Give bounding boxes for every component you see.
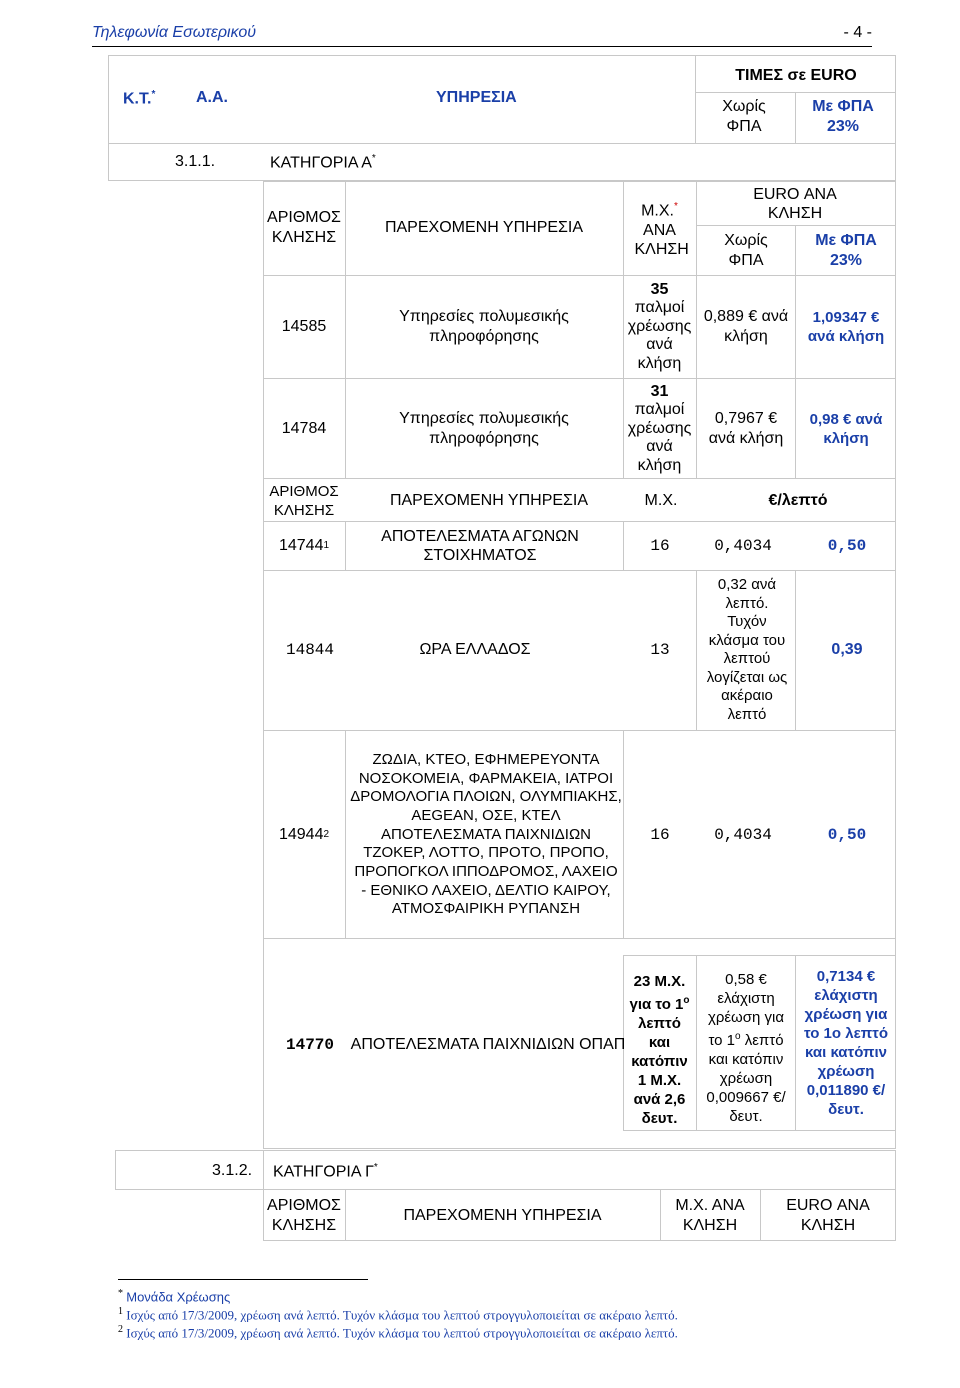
- with-vat-label: Με ΦΠΑ 23%: [812, 98, 874, 135]
- t1-r2-service: Υπηρεσίες πολυμεσικής πληροφόρησης: [399, 409, 569, 447]
- t2-h3: [263, 730, 896, 731]
- t1-header-mx: Μ.Χ.* ΑΝΑ ΚΛΗΣΗ: [634, 201, 689, 258]
- page-header: [92, 24, 872, 47]
- page-number: - 4 -: [843, 24, 872, 41]
- section-title: ΚΑΤΗΓΟΡΙΑ Α*: [270, 153, 376, 172]
- t2-header-unit: €/λεπτό: [768, 492, 828, 509]
- aa-label: Α.Α.: [196, 89, 228, 106]
- t2-r3-num: 14944 2: [278, 825, 330, 843]
- kt-label: Κ.Τ.*: [123, 89, 156, 108]
- t3-novat: 0,58 € ελάχιστη χρέωση για το $1^o$ λεπτό και κατόπιν χρέωση 0,009667 €/δευτ.: [706, 971, 786, 1125]
- section2-divider: [263, 1150, 264, 1190]
- no-vat-label: Χωρίς ΦΠΑ: [722, 98, 766, 135]
- section-number: 3.1.1.: [175, 153, 216, 170]
- t1-r1-novat: 0,889 € ανά κλήση: [703, 307, 789, 345]
- t2-r3-novat: 0,4034: [714, 825, 772, 844]
- t2-r2-vat: 0,39: [831, 641, 863, 658]
- t3-mx: 23 Μ.Χ. για το $1^o$ λεπτό και κατόπιν 1 Μ.Χ. ανά 2,6 δευτ.: [629, 973, 690, 1127]
- t2-r3-service: ΖΩΔΙΑ, ΚΤΕΟ, ΕΦΗΜΕΡΕΥΟΝΤΑ ΝΟΣΟΚΟΜΕΙΑ, ΦΑΡΜΑΚΕΙΑ, ΙΑΤΡΟΙ ΔΡΟΜΟΛΟΓΙΑ ΠΛΟΙΩΝ, ΟΛΥΜΠΙΑΚΗΣ, AEGEAN, ΟΣΕ, ΚΤΕΛ ΑΠΟΤΕΛΕΣΜΑΤΑ ΠΑΙΧΝΙΔΙΩΝ ΤΖΟΚΕΡ, ΛΟΤΤΟ, ΠΡΟΤΟ, ΠΡΟΠΟ, ΠΡΟΠΟΓΚΟΛ ΙΠΠΟΔΡΟΜΟΣ, ΛΑΧΕΙΟ - ΕΘΝΙΚΟ ΛΑΧΕΙΟ, ΔΕΛΤΙΟ ΚΑΙΡΟΥ, ΑΤΜΟΣΦΑΙΡΙΚΗ ΡΥΠΑΝΣΗ: [350, 750, 622, 918]
- t2-r2-novat: 0,32 ανά λεπτό. Τυχόν κλάσμα του λεπτού λογίζεται ως ακέραιο λεπτό: [706, 576, 788, 723]
- s2-header-mx: Μ.Χ. ΑΝΑ ΚΛΗΣΗ: [675, 1197, 745, 1234]
- top-divider: [696, 92, 896, 93]
- t1-r2-num: 14784: [281, 419, 327, 437]
- t1-header-novat: Χωρίς ΦΠΑ: [724, 232, 768, 269]
- t2-r2-mx: 13: [650, 641, 670, 659]
- t2-v-r3: [345, 730, 346, 939]
- t1-r1-vat: 1,09347 € ανά κλήση: [807, 308, 885, 345]
- t1-h-euro: [696, 225, 896, 226]
- t3-v2: [696, 955, 697, 1130]
- t3-vat: 0,7134 € ελάχιστη χρέωση για το 1ο λεπτό και κατόπιν χρέωση 0,011890 €/δευτ.: [803, 968, 889, 1118]
- t2-v4: [795, 570, 796, 730]
- t1-r1-num: 14585: [281, 317, 327, 335]
- t2-header-mx: Μ.Χ.: [644, 492, 678, 509]
- section2-number: 3.1.2.: [212, 1162, 253, 1179]
- s2-header-euro: EURO ΑΝΑ ΚΛΗΣΗ: [786, 1197, 870, 1234]
- footnote-2: $^2$ Ισχύς από 17/3/2009, χρέωση ανά λεπτό. Τυχόν κλάσμα του λεπτού στρογγυλοποιείται σε ακέραιο λεπτό.: [118, 1324, 678, 1341]
- t2-r1-num: 14744 1: [278, 536, 330, 554]
- t1-header-num: ΑΡΙΘΜΟΣ ΚΛΗΣΗΣ: [267, 209, 341, 246]
- footnote-rule: [118, 1279, 368, 1280]
- t1-r1-mx: 35 παλμοί χρέωσης ανά κλήση: [627, 280, 692, 372]
- t2-r2-num: 14844: [285, 641, 334, 659]
- page-title: Τηλεφωνία Εσωτερικού: [92, 24, 257, 41]
- t2-v2-r3: [623, 730, 624, 939]
- t2-r1-mx: 16: [650, 536, 670, 555]
- t3-frame-bottom: [623, 1130, 896, 1131]
- t1-r2-mx: 31 παλμοί χρέωσης ανά κλήση: [627, 382, 692, 474]
- footnote-1: $^1$ Ισχύς από 17/3/2009, χρέωση ανά λεπτό. Τυχόν κλάσμα του λεπτού στρογγυλοποιείται σε ακέραιο λεπτό.: [118, 1306, 678, 1323]
- t3-frame-top: [623, 955, 896, 956]
- t2-v1: [345, 521, 346, 570]
- t1-r2-vat: 0,98 € ανά κλήση: [809, 410, 883, 447]
- t1-v4: [795, 225, 796, 479]
- t2-r1-vat: 0,50: [827, 536, 867, 555]
- t1-r2-novat: 0,7967 € ανά κλήση: [708, 409, 784, 447]
- t1-r1-service: Υπηρεσίες πολυμεσικής πληροφόρησης: [399, 307, 569, 345]
- t3-num: 14770: [285, 1036, 334, 1054]
- s2-header-num: ΑΡΙΘΜΟΣ ΚΛΗΣΗΣ: [267, 1197, 341, 1234]
- top-divider-v: [795, 92, 796, 143]
- t2-r3-mx: 16: [650, 825, 670, 844]
- footnote-0: * Μονάδα Χρέωσης: [118, 1288, 231, 1305]
- t2-h2: [263, 570, 896, 571]
- t3-v3: [795, 955, 796, 1130]
- t2-r2-service: ΩΡΑ ΕΛΛΑΔΟΣ: [419, 641, 531, 658]
- t2-r1-service: ΑΠΟΤΕΛΕΣΜΑΤΑ ΑΓΩΝΩΝ ΣΤΟΙΧΗΜΑΤΟΣ: [381, 527, 579, 564]
- service-label: ΥΠΗΡΕΣΙΑ: [436, 89, 517, 106]
- t2-v2: [623, 521, 624, 570]
- t2-header-num: ΑΡΙΘΜΟΣ ΚΛΗΣΗΣ: [269, 483, 339, 519]
- section2-title: ΚΑΤΗΓΟΡΙΑ Γ*: [273, 1162, 378, 1181]
- t1-header-vat: Με ΦΠΑ 23%: [815, 232, 877, 269]
- t2-header-service: ΠΑΡΕΧΟΜΕΝΗ ΥΠΗΡΕΣΙΑ: [389, 492, 589, 509]
- t1-header-euro: EURO ΑΝΑ ΚΛΗΣΗ: [753, 186, 837, 222]
- t1-header-service: ΠΑΡΕΧΟΜΕΝΗ ΥΠΗΡΕΣΙΑ: [384, 219, 584, 236]
- t2-r3-vat: 0,50: [827, 825, 867, 844]
- section-row-line: [108, 143, 896, 144]
- s2-header-service: ΠΑΡΕΧΟΜΕΝΗ ΥΠΗΡΕΣΙΑ: [403, 1207, 602, 1224]
- t3-service: ΑΠΟΤΕΛΕΣΜΑΤΑ ΠΑΙΧΝΙΔΙΩΝ ΟΠΑΠ: [350, 1036, 626, 1053]
- t2-v3: [696, 570, 697, 730]
- prices-label: ΤΙΜΕΣ σε EURO: [735, 67, 857, 84]
- t2-r1-novat: 0,4034: [714, 536, 772, 555]
